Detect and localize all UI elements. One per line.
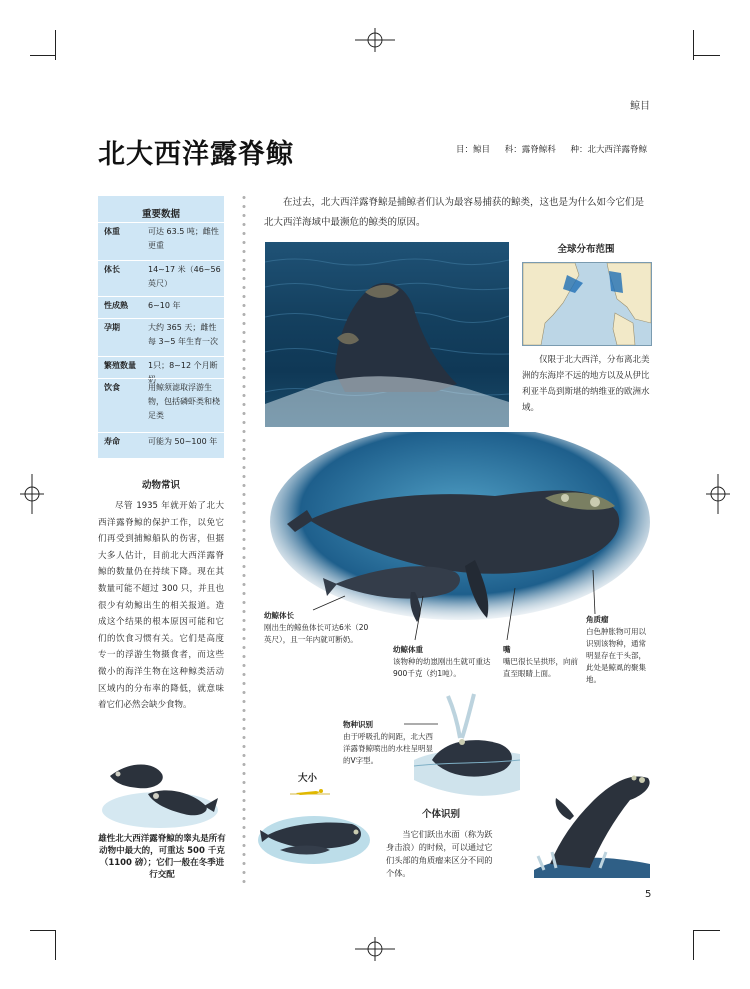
individual-id-text: 当它们跃出水面（称为跃身击浪）的时候，可以通过它们头部的角质瘤来区分不同的个体。 (386, 829, 493, 878)
fact-row (98, 260, 224, 295)
whale-photo-art (265, 242, 509, 427)
calf-length-title: 幼鲸体长 (264, 611, 294, 620)
registration-mark (355, 937, 395, 961)
registration-mark (706, 474, 730, 514)
fact-label: 体长 (104, 265, 120, 274)
registration-mark (355, 28, 395, 52)
crop-mark (55, 930, 56, 960)
crop-mark (694, 930, 720, 931)
mouth-text: 嘴巴很长呈拱形，向前直至眼睛上面。 (503, 657, 578, 678)
calf-weight-title: 幼鲸体重 (393, 645, 423, 654)
distribution-text: 仅限于北大西洋，分布离北美洲的东海岸不远的地方以及从伊比利亚半岛到斯堪的纳维亚的欧洲水域。 (522, 355, 650, 413)
diver-size-icon (290, 786, 330, 798)
key-data-box (98, 196, 224, 458)
calf-weight-text: 该物种的幼崽刚出生就可重达900千克（约1吨）。 (393, 657, 491, 678)
spout-whale-illustration (404, 690, 522, 804)
individual-id-heading: 个体识别 (422, 809, 461, 820)
size-heading: 大小 (298, 773, 318, 784)
section-tag: 鲸目 (630, 101, 650, 112)
fact-value: 用鲸须滤取浮游生物，包括磷虾类和桡足类 (148, 383, 220, 420)
intro-paragraph: 在过去，北大西洋露脊鲸是捕鲸者们认为最容易捕获的鲸类，这也是为什么如今它们是北大西洋海域中最濒危的鲸类的原因。 (264, 197, 645, 228)
whale-photo (265, 242, 509, 427)
taxonomy-order: 目：鲸目 (456, 145, 491, 155)
mouth-label (503, 644, 585, 680)
mating-caption: 雄性北大西洋露脊鲸的睾丸是所有动物中最大的，可重达 500 千克（1100 磅）；它们一般在冬季进行交配 (98, 834, 226, 880)
world-map-art (523, 263, 651, 345)
fact-row (98, 432, 224, 453)
mouth-title: 嘴 (503, 645, 511, 654)
fact-label: 性成熟 (104, 301, 128, 310)
fact-value: 6~10 年 (148, 301, 181, 310)
size-whale-illustration (256, 800, 372, 870)
fact-row (98, 356, 224, 384)
animal-facts-text: 尽管 1935 年就开始了北大西洋露脊鲸的保护工作，以免它们再受到捕鲸船队的伤害，但据大多人估计，目前北大西洋露脊鲸的数量仍在持续下降。现在其数量可能不超过 300 只，并且也很少有幼鲸出生的相关报道。造成这个结果的根本原因可能和它们的饮食习惯有关。它们是高度专一的浮游生物摄食者，而这些微小的海洋生物在这种鲸类活动区域内的分布率的降低，就意味着它们必然会缺少食物。 (98, 501, 224, 711)
fact-row (98, 296, 224, 319)
species-id-title: 物种识别 (343, 720, 373, 729)
fact-label: 孕期 (104, 323, 120, 332)
callosities-title: 角质瘤 (586, 615, 609, 624)
fact-label: 体重 (104, 227, 120, 236)
species-id-text: 由于呼吸孔的间距，北大西洋露脊鲸喷出的水柱呈明显的V字型。 (343, 732, 433, 765)
crop-mark (55, 30, 56, 60)
dotted-divider (242, 193, 246, 883)
breaching-whale-illustration (530, 760, 656, 878)
page-number: 5 (645, 889, 652, 900)
crop-mark (694, 55, 720, 56)
fact-value: 1只；8~12 个月断奶 (148, 361, 218, 384)
calf-length-label (264, 610, 374, 646)
crop-mark (693, 930, 694, 960)
distribution-map (522, 262, 652, 346)
callosities-text: 白色肿胀物可用以识别该物种，通常明显存在于头部，此处是鲸虱的聚集地。 (586, 627, 646, 684)
fact-value: 可达 63.5 吨；雌性更重 (148, 227, 219, 250)
registration-mark (20, 474, 44, 514)
calf-weight-label (393, 644, 493, 680)
taxonomy-species: 种：北大西洋露脊鲸 (570, 145, 647, 155)
fact-label: 寿命 (104, 437, 120, 446)
animal-facts-heading: 动物常识 (141, 480, 180, 491)
callosities-label (586, 614, 652, 686)
taxonomy-line (456, 143, 647, 155)
crop-mark (30, 930, 55, 931)
key-data-heading: 重要数据 (141, 209, 180, 220)
taxonomy-family: 科：露脊鲸科 (504, 145, 556, 155)
crop-mark (30, 55, 55, 56)
fact-row (98, 222, 224, 259)
fact-value: 可能为 50~100 年 (148, 437, 218, 446)
distribution-heading: 全球分布范围 (557, 244, 615, 255)
fact-value: 14~17 米（46~56英尺） (148, 265, 221, 288)
fact-label: 饮食 (104, 383, 120, 392)
mating-whales-illustration (100, 752, 220, 830)
fact-value: 大约 365 天；雌性每 3~5 年生育一次 (148, 323, 218, 346)
calf-length-text: 刚出生的鲸鱼体长可达6米（20英尺），且一年内就可断奶。 (264, 623, 369, 644)
fact-label: 繁殖数量 (104, 361, 136, 370)
fact-row (98, 378, 224, 429)
fact-row (98, 318, 224, 355)
page-title: 北大西洋露脊鲸 (98, 139, 294, 170)
